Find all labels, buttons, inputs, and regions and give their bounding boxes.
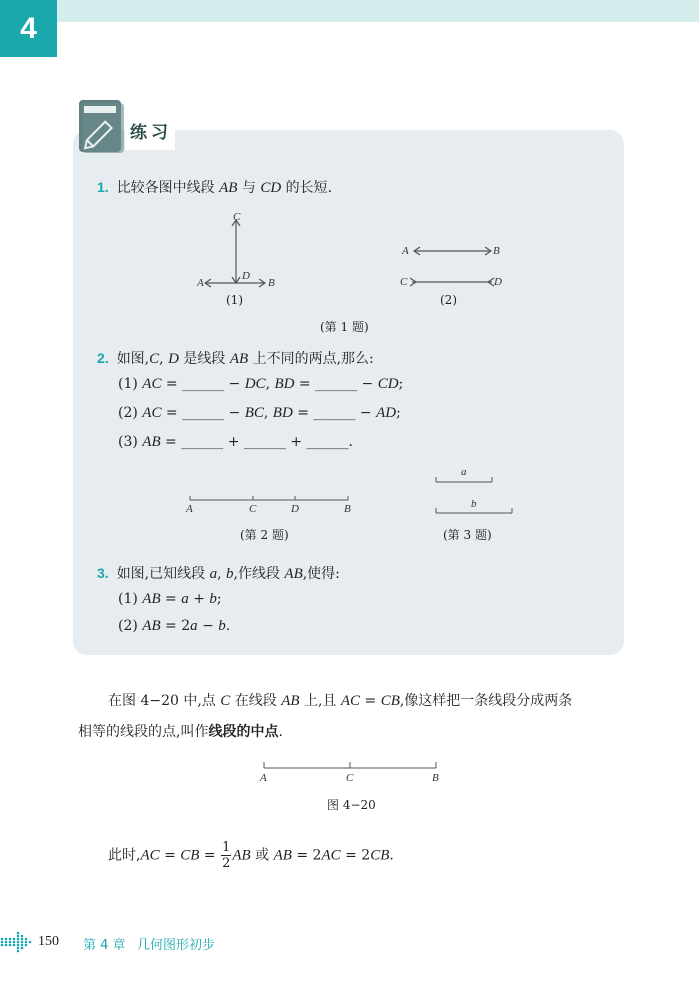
practice-title: 练习 (130, 123, 172, 143)
label-a: A (260, 772, 267, 784)
dot (1, 938, 4, 941)
dot (9, 941, 12, 944)
math-variable: AC (142, 405, 162, 421)
label-c: C (400, 276, 408, 288)
math-variable: AC (142, 376, 162, 392)
label-b: B (493, 245, 500, 257)
math-variable: AB (142, 591, 161, 607)
text: (2) (118, 405, 143, 421)
text: ,作线段 (233, 566, 285, 582)
text: 相等的线段的点,叫作 (78, 724, 209, 740)
text: = 2 (340, 847, 371, 864)
label-a: A (186, 503, 193, 515)
figure-3-segments (432, 474, 517, 519)
label-a: A (402, 245, 409, 257)
dot (9, 944, 12, 947)
header-band (57, 0, 699, 22)
math-variable: BC (244, 405, 264, 421)
midpoint-formula (108, 840, 394, 871)
math-variable: C (149, 351, 160, 367)
label-c: C (346, 772, 354, 784)
text: − (197, 618, 219, 634)
question-2-item-1 (118, 376, 403, 393)
text: = ______ − (292, 405, 377, 421)
dot (5, 944, 8, 947)
math-variable: b (209, 591, 217, 607)
denominator: 2 (222, 856, 231, 871)
dot (25, 938, 28, 941)
fraction-one-half (221, 840, 231, 871)
text: = 2 (291, 847, 322, 864)
term-midpoint: 线段的中点 (208, 724, 279, 740)
math-variable: BD (274, 376, 295, 392)
question-2-item-3 (118, 434, 353, 451)
math-variable: BD (272, 405, 293, 421)
figure-sublabel: (1) (226, 293, 243, 307)
text: 在图 4−20 中,点 (108, 693, 221, 709)
page-number: 150 (38, 934, 59, 949)
text: ; (216, 591, 222, 607)
text: 此时, (108, 847, 141, 864)
dot (13, 941, 16, 944)
text: , (265, 376, 275, 392)
label-b: B (344, 503, 351, 515)
label-d: D (291, 503, 299, 515)
question-2 (97, 348, 374, 368)
math-variable: AB (229, 351, 249, 367)
label-b: B (268, 277, 275, 289)
dot (13, 944, 16, 947)
dot (5, 941, 8, 944)
math-variable: C (220, 693, 231, 709)
figure-sublabel: (2) (440, 293, 457, 307)
notebook-pencil-icon (76, 97, 128, 155)
math-variable: CB (370, 847, 390, 864)
math-variable: DC (244, 376, 266, 392)
math-variable: CD (377, 376, 399, 392)
dot (25, 941, 28, 944)
label-a: a (461, 466, 467, 478)
dot (17, 941, 20, 944)
dot (25, 944, 28, 947)
math-variable: AB (281, 693, 300, 709)
figure-caption: (第 3 题) (443, 528, 492, 542)
text: = (199, 847, 221, 864)
math-variable: AC (140, 847, 160, 864)
text: + (188, 591, 210, 607)
label-d: D (494, 276, 502, 288)
dot (29, 941, 32, 944)
figure-2-segment (185, 494, 355, 506)
text: . (278, 724, 283, 740)
math-variable: a (209, 566, 218, 582)
question-number: 1. (97, 179, 109, 195)
text: 如图, (116, 351, 150, 367)
dot (17, 932, 20, 935)
figure-1-2 (410, 240, 500, 290)
question-3-item-2 (118, 618, 230, 635)
text: (1) (118, 591, 143, 607)
dot (17, 947, 20, 950)
text: 如图,已知线段 (116, 566, 210, 582)
math-variable: AB (219, 180, 238, 196)
text: . (389, 847, 394, 864)
text: = ______ + ______ + ______. (160, 434, 353, 450)
text: (1) (118, 376, 143, 392)
question-3-item-1 (118, 591, 222, 608)
text: = ______ − (161, 405, 245, 421)
text: ; (398, 376, 404, 392)
math-variable: b (226, 566, 234, 582)
text: (2) (118, 618, 143, 634)
text: , (263, 405, 273, 421)
math-variable: b (218, 618, 226, 634)
math-variable: D (168, 351, 179, 367)
text: 上不同的两点,那么: (248, 351, 374, 367)
label-b: b (471, 498, 477, 510)
math-variable: CB (180, 847, 200, 864)
label-b: B (432, 772, 439, 784)
label-d: D (242, 270, 250, 282)
text: (3) (118, 434, 143, 450)
dot (21, 935, 24, 938)
text: 与 (237, 180, 261, 196)
label-a: A (197, 277, 204, 289)
math-variable: CD (260, 180, 282, 196)
question-1 (97, 177, 332, 197)
text: = ______ − (294, 376, 378, 392)
label-c: C (249, 503, 257, 515)
text: = (360, 693, 381, 709)
dot (21, 941, 24, 944)
dot (9, 938, 12, 941)
text: 上,且 (299, 693, 341, 709)
question-3 (97, 563, 340, 583)
text: = (159, 847, 181, 864)
dot (17, 944, 20, 947)
question-number: 2. (97, 350, 109, 366)
text: 是线段 (178, 351, 230, 367)
dot (17, 935, 20, 938)
dot (1, 941, 4, 944)
dot (5, 938, 8, 941)
figure-caption: 图 4−20 (327, 798, 376, 812)
footer-chapter-title: 几何图形初步 (137, 938, 216, 953)
dot (21, 938, 24, 941)
math-variable: a (181, 591, 189, 607)
chapter-badge: 4 (0, 0, 57, 57)
math-variable: AB (284, 566, 303, 582)
footer-chapter: 第 4 章 (83, 938, 126, 953)
dot (1, 944, 4, 947)
math-variable: AC (340, 693, 361, 709)
dot (17, 950, 20, 953)
text: = ______ − (161, 376, 245, 392)
text: , (217, 566, 226, 582)
text: 在线段 (230, 693, 282, 709)
math-variable: AC (321, 847, 341, 864)
figure-caption: (第 1 题) (320, 320, 369, 334)
text: . (225, 618, 231, 634)
label-c: C (233, 211, 241, 223)
text: ,像这样把一条线段分成两条 (399, 693, 573, 709)
math-variable: AB (142, 618, 161, 634)
text: 比较各图中线段 (116, 180, 220, 196)
text: = (160, 591, 182, 607)
dot (21, 944, 24, 947)
question-2-item-2 (118, 405, 401, 422)
math-variable: AB (273, 847, 292, 864)
dot (17, 938, 20, 941)
question-number: 3. (97, 565, 109, 581)
figure-caption: (第 2 题) (240, 528, 289, 542)
math-variable: AB (142, 434, 161, 450)
math-variable: a (190, 618, 198, 634)
paragraph-line-1 (108, 690, 572, 710)
dot (21, 947, 24, 950)
text: 或 (250, 847, 274, 864)
math-variable: CB (380, 693, 400, 709)
math-variable: AD (376, 405, 397, 421)
text: = 2 (160, 618, 191, 634)
text: 的长短. (281, 180, 333, 196)
text: ,使得: (302, 566, 340, 582)
dot (13, 938, 16, 941)
text: , (159, 351, 169, 367)
math-variable: AB (232, 847, 251, 864)
dot-arrow-icon (0, 930, 34, 956)
paragraph-line-2 (78, 721, 283, 741)
text: ; (396, 405, 401, 421)
numerator: 1 (222, 840, 231, 855)
